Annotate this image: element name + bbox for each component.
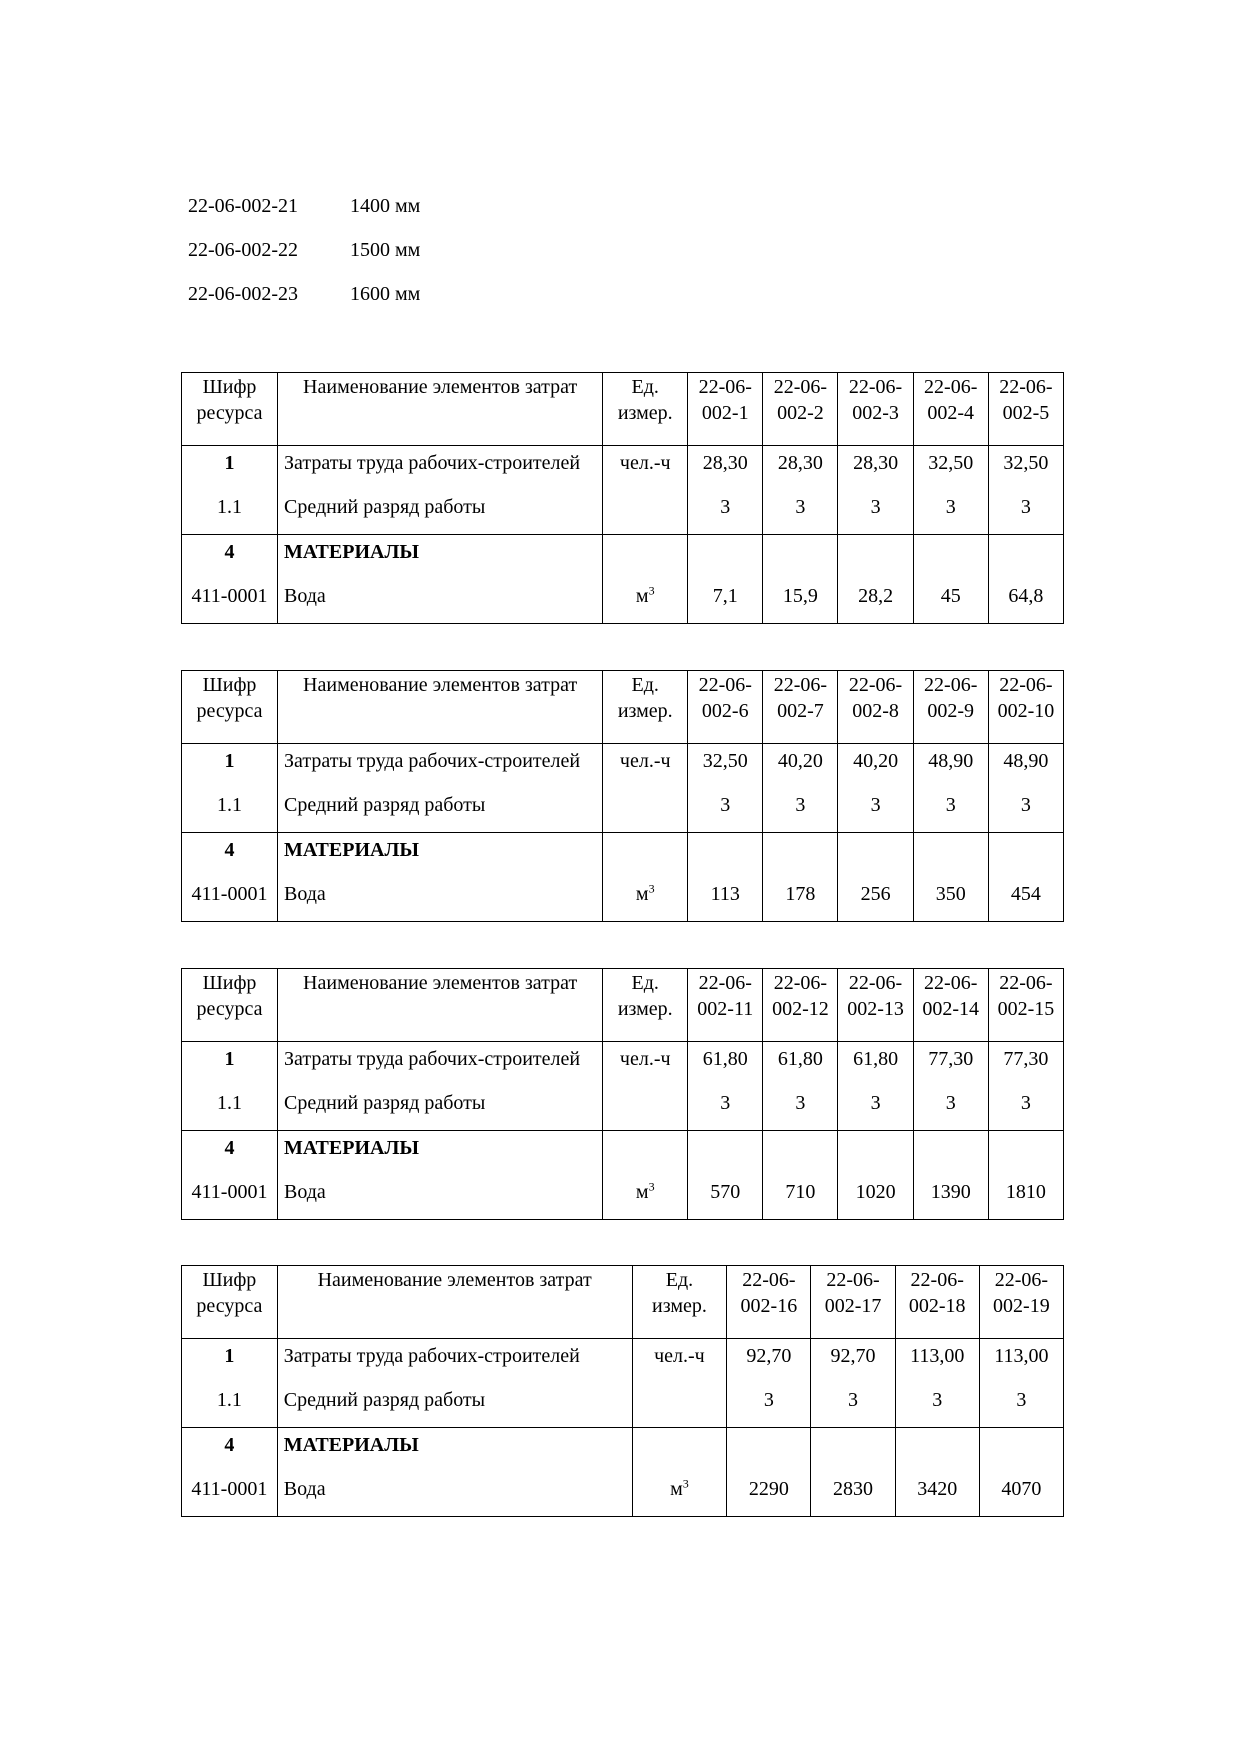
- header-norm-cell: [688, 969, 763, 1042]
- resource-code-cell: 1.1: [182, 1383, 278, 1428]
- unit-text: м: [635, 883, 649, 905]
- header-norm-line: 002-5: [1002, 402, 1050, 424]
- resource-name-cell: Затраты труда рабочих-строителей: [277, 1339, 632, 1384]
- resource-code-cell: 1.1: [182, 1086, 278, 1131]
- header-code-line: Шифр: [202, 376, 257, 398]
- value-cell: 710: [763, 1175, 838, 1220]
- value-cell: 40,20: [763, 744, 838, 789]
- table-row: [182, 833, 1064, 878]
- table-row: [182, 744, 1064, 789]
- value-cell: [811, 1428, 895, 1473]
- resource-name-cell: Средний разряд работы: [277, 1383, 632, 1428]
- header-name-line: Наименование элементов затрат: [303, 674, 578, 696]
- header-norm-line: 002-13: [847, 998, 904, 1020]
- header-code-line: ресурса: [196, 1295, 263, 1317]
- header-norm-line: 002-2: [777, 402, 824, 424]
- unit-cell: [603, 446, 688, 491]
- header-name-cell: [277, 373, 602, 446]
- header-norm-line: 22-06-: [742, 1269, 796, 1291]
- unit-text: чел.-ч: [619, 452, 671, 474]
- value-cell: 3: [988, 490, 1063, 535]
- header-unit-cell: [632, 1266, 727, 1339]
- header-unit-line: измер.: [617, 700, 673, 722]
- header-norm-line: 22-06-: [848, 674, 903, 696]
- value-cell: [979, 1428, 1063, 1473]
- value-cell: [688, 1131, 763, 1176]
- table-header-row: [182, 671, 1064, 744]
- value-cell: 3: [763, 490, 838, 535]
- value-cell: [913, 833, 988, 878]
- header-unit-cell: [603, 969, 688, 1042]
- header-code-line: Шифр: [202, 1269, 257, 1291]
- header-name-line: Наименование элементов затрат: [303, 972, 578, 994]
- header-norm-line: 002-10: [997, 700, 1055, 722]
- table-header-row: [182, 969, 1064, 1042]
- size-value: 1400 мм: [350, 195, 421, 217]
- value-cell: [988, 833, 1063, 878]
- resource-code-cell: 1: [182, 1042, 278, 1087]
- header-norm-line: 22-06-: [698, 376, 752, 398]
- code-list: [188, 192, 420, 324]
- resource-name-cell: Вода: [277, 877, 602, 922]
- unit-cell: [603, 877, 688, 922]
- table-row: [182, 788, 1064, 833]
- code-line: [188, 236, 420, 280]
- unit-cell: [632, 1383, 727, 1428]
- resource-code-cell: 4: [182, 535, 278, 580]
- header-unit-line: Ед.: [631, 674, 659, 696]
- unit-cell: [603, 1042, 688, 1087]
- header-norm-line: 002-19: [993, 1295, 1050, 1317]
- value-cell: 64,8: [988, 579, 1063, 624]
- header-norm-cell: [763, 969, 838, 1042]
- table-header-row: [182, 1266, 1064, 1339]
- resource-code-cell: 4: [182, 833, 278, 878]
- value-cell: 113,00: [979, 1339, 1063, 1384]
- value-cell: 61,80: [688, 1042, 763, 1087]
- header-norm-line: 002-6: [701, 700, 749, 722]
- value-cell: 3: [763, 1086, 838, 1131]
- header-norm-cell: [895, 1266, 979, 1339]
- value-cell: 3: [913, 490, 988, 535]
- header-norm-line: 002-17: [824, 1295, 882, 1317]
- header-norm-line: 002-18: [908, 1295, 966, 1317]
- value-cell: 3: [688, 490, 763, 535]
- value-cell: [838, 1131, 913, 1176]
- unit-superscript: 3: [648, 583, 655, 598]
- header-norm-line: 22-06-: [924, 376, 978, 398]
- header-unit-line: измер.: [617, 402, 673, 424]
- value-cell: 32,50: [688, 744, 763, 789]
- unit-text: м: [635, 585, 649, 607]
- resource-table: [181, 1265, 1064, 1517]
- header-name-cell: [277, 1266, 632, 1339]
- value-cell: 4070: [979, 1472, 1063, 1517]
- resource-code-cell: 1: [182, 744, 278, 789]
- value-cell: 3: [988, 1086, 1063, 1131]
- unit-cell: [632, 1472, 727, 1517]
- resource-name-cell: Затраты труда рабочих-строителей: [277, 1042, 602, 1087]
- value-cell: 3: [838, 788, 913, 833]
- header-norm-line: 22-06-: [924, 674, 978, 696]
- header-name-line: Наименование элементов затрат: [317, 1269, 592, 1291]
- header-norm-line: 22-06-: [773, 376, 828, 398]
- header-norm-line: 22-06-: [848, 972, 903, 994]
- unit-text: чел.-ч: [654, 1345, 705, 1367]
- value-cell: 3: [838, 490, 913, 535]
- value-cell: 256: [838, 877, 913, 922]
- header-norm-line: 22-06-: [910, 1269, 964, 1291]
- resource-table: [181, 670, 1064, 922]
- header-name-cell: [277, 671, 602, 744]
- unit-cell: [632, 1339, 727, 1384]
- header-norm-cell: [988, 969, 1063, 1042]
- table-header-row: [182, 373, 1064, 446]
- table-row: [182, 579, 1064, 624]
- header-norm-line: 22-06-: [924, 972, 978, 994]
- header-norm-cell: [811, 1266, 895, 1339]
- header-unit-line: измер.: [652, 1295, 707, 1317]
- header-norm-line: 002-11: [697, 998, 754, 1020]
- table-row: [182, 877, 1064, 922]
- table-row: [182, 1175, 1064, 1220]
- value-cell: 1020: [838, 1175, 913, 1220]
- resource-name-cell: Средний разряд работы: [277, 788, 602, 833]
- value-cell: 3: [913, 1086, 988, 1131]
- unit-text: м: [670, 1478, 683, 1500]
- resource-name-cell: МАТЕРИАЛЫ: [277, 1428, 632, 1473]
- code-value: 22-06-002-22: [188, 239, 298, 261]
- table-row: [182, 490, 1064, 535]
- value-cell: 3: [688, 1086, 763, 1131]
- header-norm-line: 002-1: [701, 402, 749, 424]
- table-row: [182, 1472, 1064, 1517]
- resource-name-cell: Вода: [277, 1472, 632, 1517]
- value-cell: [763, 833, 838, 878]
- header-norm-cell: [838, 671, 913, 744]
- header-code-line: ресурса: [196, 700, 263, 722]
- unit-cell: [603, 1131, 688, 1176]
- resource-name-cell: МАТЕРИАЛЫ: [277, 1131, 602, 1176]
- unit-text: м: [635, 1181, 649, 1203]
- value-cell: 3: [811, 1383, 895, 1428]
- value-cell: 77,30: [913, 1042, 988, 1087]
- header-norm-line: 22-06-: [826, 1269, 880, 1291]
- value-cell: [913, 1131, 988, 1176]
- header-norm-line: 22-06-: [999, 972, 1053, 994]
- value-cell: [895, 1428, 979, 1473]
- code-line: [188, 192, 420, 236]
- unit-cell: [603, 1086, 688, 1131]
- value-cell: 92,70: [727, 1339, 811, 1384]
- header-norm-line: 002-4: [927, 402, 975, 424]
- unit-cell: [603, 833, 688, 878]
- header-norm-cell: [913, 671, 988, 744]
- unit-text: чел.-ч: [619, 1048, 671, 1070]
- value-cell: 3420: [895, 1472, 979, 1517]
- value-cell: 3: [913, 788, 988, 833]
- value-cell: [988, 1131, 1063, 1176]
- resource-code-cell: 411-0001: [182, 877, 278, 922]
- header-code-cell: [182, 1266, 278, 1339]
- header-norm-line: 22-06-: [698, 972, 752, 994]
- header-norm-line: 22-06-: [999, 376, 1053, 398]
- header-norm-cell: [763, 373, 838, 446]
- table-row: [182, 1339, 1064, 1384]
- resource-code-cell: 4: [182, 1131, 278, 1176]
- header-unit-line: измер.: [617, 998, 673, 1020]
- resource-name-cell: Вода: [277, 579, 602, 624]
- resource-code-cell: 1: [182, 446, 278, 491]
- value-cell: 3: [979, 1383, 1063, 1428]
- value-cell: 3: [727, 1383, 811, 1428]
- resource-code-cell: 1.1: [182, 788, 278, 833]
- value-cell: 92,70: [811, 1339, 895, 1384]
- header-unit-cell: [603, 373, 688, 446]
- header-norm-line: 22-06-: [994, 1269, 1049, 1291]
- unit-superscript: 3: [648, 881, 655, 896]
- resource-code-cell: 1: [182, 1339, 278, 1384]
- header-norm-cell: [913, 969, 988, 1042]
- header-norm-line: 22-06-: [999, 674, 1053, 696]
- header-norm-cell: [838, 373, 913, 446]
- value-cell: 2830: [811, 1472, 895, 1517]
- value-cell: [727, 1428, 811, 1473]
- header-norm-cell: [988, 671, 1063, 744]
- unit-cell: [603, 579, 688, 624]
- resource-name-cell: Средний разряд работы: [277, 490, 602, 535]
- header-norm-line: 22-06-: [773, 674, 828, 696]
- resource-code-cell: 411-0001: [182, 1472, 278, 1517]
- header-unit-line: Ед.: [665, 1269, 694, 1291]
- header-norm-line: 002-16: [740, 1295, 798, 1317]
- value-cell: [688, 535, 763, 580]
- value-cell: 28,30: [838, 446, 913, 491]
- value-cell: 570: [688, 1175, 763, 1220]
- value-cell: 32,50: [988, 446, 1063, 491]
- header-norm-cell: [688, 671, 763, 744]
- table-row: [182, 535, 1064, 580]
- table-row: [182, 1131, 1064, 1176]
- header-code-line: Шифр: [202, 972, 257, 994]
- table-row: [182, 1042, 1064, 1087]
- code-value: 22-06-002-23: [188, 283, 298, 305]
- unit-cell: [603, 788, 688, 833]
- header-norm-line: 002-7: [777, 700, 824, 722]
- size-value: 1500 мм: [350, 239, 421, 261]
- unit-cell: [603, 744, 688, 789]
- header-norm-line: 22-06-: [848, 376, 903, 398]
- value-cell: 3: [763, 788, 838, 833]
- value-cell: [763, 1131, 838, 1176]
- resource-code-cell: 411-0001: [182, 1175, 278, 1220]
- value-cell: 113,00: [895, 1339, 979, 1384]
- value-cell: 15,9: [763, 579, 838, 624]
- value-cell: [838, 535, 913, 580]
- value-cell: [763, 535, 838, 580]
- value-cell: 113: [688, 877, 763, 922]
- code-line: [188, 280, 420, 324]
- unit-cell: [603, 1175, 688, 1220]
- table-row: [182, 1086, 1064, 1131]
- value-cell: 178: [763, 877, 838, 922]
- header-name-line: Наименование элементов затрат: [303, 376, 578, 398]
- value-cell: 61,80: [763, 1042, 838, 1087]
- unit-superscript: 3: [648, 1179, 655, 1194]
- value-cell: [913, 535, 988, 580]
- header-code-line: ресурса: [196, 402, 263, 424]
- unit-superscript: 3: [682, 1476, 689, 1491]
- header-code-cell: [182, 969, 278, 1042]
- value-cell: 454: [988, 877, 1063, 922]
- resource-name-cell: Затраты труда рабочих-строителей: [277, 446, 602, 491]
- value-cell: 40,20: [838, 744, 913, 789]
- header-name-cell: [277, 969, 602, 1042]
- unit-cell: [603, 535, 688, 580]
- value-cell: 2290: [727, 1472, 811, 1517]
- header-norm-line: 22-06-: [698, 674, 752, 696]
- table-row: [182, 1428, 1064, 1473]
- header-code-line: ресурса: [196, 998, 263, 1020]
- value-cell: 28,2: [838, 579, 913, 624]
- resource-name-cell: Вода: [277, 1175, 602, 1220]
- resource-table: [181, 372, 1064, 624]
- value-cell: 350: [913, 877, 988, 922]
- header-norm-line: 002-14: [922, 998, 980, 1020]
- header-code-cell: [182, 671, 278, 744]
- resource-name-cell: Затраты труда рабочих-строителей: [277, 744, 602, 789]
- value-cell: 45: [913, 579, 988, 624]
- header-norm-cell: [838, 969, 913, 1042]
- header-norm-line: 002-12: [772, 998, 829, 1020]
- header-code-line: Шифр: [202, 674, 257, 696]
- size-value: 1600 мм: [350, 283, 421, 305]
- value-cell: 77,30: [988, 1042, 1063, 1087]
- value-cell: 28,30: [688, 446, 763, 491]
- header-norm-cell: [913, 373, 988, 446]
- value-cell: [688, 833, 763, 878]
- unit-cell: [603, 490, 688, 535]
- header-norm-line: 002-8: [852, 700, 899, 722]
- resource-code-cell: 1.1: [182, 490, 278, 535]
- resource-code-cell: 411-0001: [182, 579, 278, 624]
- unit-cell: [632, 1428, 727, 1473]
- value-cell: 61,80: [838, 1042, 913, 1087]
- value-cell: 48,90: [988, 744, 1063, 789]
- value-cell: [838, 833, 913, 878]
- table-row: [182, 446, 1064, 491]
- resource-table: [181, 968, 1064, 1220]
- header-norm-cell: [988, 373, 1063, 446]
- resource-name-cell: МАТЕРИАЛЫ: [277, 535, 602, 580]
- value-cell: 3: [988, 788, 1063, 833]
- header-unit-cell: [603, 671, 688, 744]
- value-cell: 1810: [988, 1175, 1063, 1220]
- header-unit-line: Ед.: [631, 376, 659, 398]
- header-norm-line: 002-15: [997, 998, 1055, 1020]
- resource-name-cell: МАТЕРИАЛЫ: [277, 833, 602, 878]
- table-row: [182, 1383, 1064, 1428]
- value-cell: 32,50: [913, 446, 988, 491]
- value-cell: 28,30: [763, 446, 838, 491]
- value-cell: 48,90: [913, 744, 988, 789]
- value-cell: 7,1: [688, 579, 763, 624]
- value-cell: 1390: [913, 1175, 988, 1220]
- header-norm-cell: [763, 671, 838, 744]
- header-norm-line: 002-9: [927, 700, 975, 722]
- value-cell: 3: [838, 1086, 913, 1131]
- value-cell: 3: [895, 1383, 979, 1428]
- header-norm-cell: [727, 1266, 811, 1339]
- header-norm-cell: [688, 373, 763, 446]
- resource-name-cell: Средний разряд работы: [277, 1086, 602, 1131]
- header-norm-line: 002-3: [852, 402, 899, 424]
- header-code-cell: [182, 373, 278, 446]
- header-unit-line: Ед.: [631, 972, 659, 994]
- value-cell: 3: [688, 788, 763, 833]
- header-norm-cell: [979, 1266, 1063, 1339]
- value-cell: [988, 535, 1063, 580]
- unit-text: чел.-ч: [619, 750, 671, 772]
- code-value: 22-06-002-21: [188, 195, 298, 217]
- resource-code-cell: 4: [182, 1428, 278, 1473]
- header-norm-line: 22-06-: [773, 972, 828, 994]
